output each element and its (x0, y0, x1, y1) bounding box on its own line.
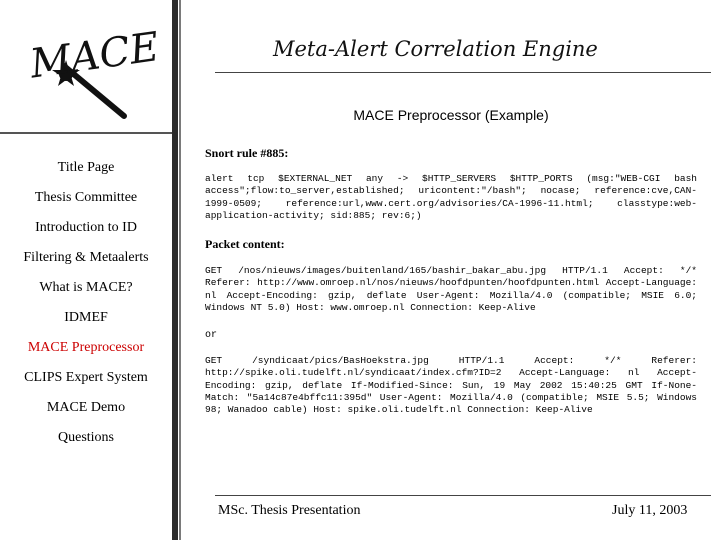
footer-presentation-label: MSc. Thesis Presentation (218, 503, 361, 518)
packet-content-1: GET /nos/nieuws/images/buitenland/165/bashir_bakar_abu.jpg HTTP/1.1 Accept: */* Referer: http://www.omroep.nl/nos/nieuws/hoofdpunten/hoofdpunten.html Accept-Language: nl Accept-Encoding: gzip, deflate User-Agent: Mozilla/4.0 (compatible; MSIE 6.0; Windows NT 5.0) Host: www.omroep.nl Connection: Keep-Alive (205, 265, 697, 313)
footer-date: July 11, 2003 (612, 503, 688, 518)
banner-title-text: Meta-Alert Correlation Engine (273, 37, 598, 61)
snort-rule-label: Snort rule #885: (205, 146, 289, 160)
sidebar-item-clips-expert-system[interactable]: CLIPS Expert System (24, 370, 148, 385)
packet-content-2: GET /syndicaat/pics/BasHoekstra.jpg HTTP/1.1 Accept: */* Referer: http://spike.oli.tudelft.nl/syndicaat/index.cfm?ID=2 Accept-Language: nl Accept-Encoding: gzip, deflate If-Modified-Since: Sun, 19 May 2002 15:40:25 GMT If-None-Match: "5a14c87e4bffc11:395d" User-Agent: Mozilla/4.0 (compatible; MSIE 5.5; Windows 98; Wanadoo cable) Host: spike.oli.tudelft.nl Connection: Keep-Alive (205, 355, 697, 416)
header-divider (215, 72, 711, 73)
sidebar-item-mace-preprocessor[interactable]: MACE Preprocessor (27, 340, 145, 355)
or-separator: or (205, 330, 218, 341)
logo-divider (0, 132, 172, 134)
slide-title: MACE Preprocessor (Example) (353, 107, 549, 123)
sidebar-item-questions[interactable]: Questions (58, 430, 114, 445)
packet-content-label: Packet content: (205, 237, 285, 251)
sidebar-item-introduction-to-id[interactable]: Introduction to ID (35, 220, 137, 235)
sidebar-item-what-is-mace[interactable]: What is MACE? (39, 280, 133, 295)
banner-title (265, 30, 605, 70)
snort-rule-text: alert tcp $EXTERNAL_NET any -> $HTTP_SERVERS $HTTP_PORTS (msg:"WEB-CGI bash access";flow:to_server,established; uricontent:"/bash"; nocase; reference:cve,CAN-1999-0509; reference:url,www.cert.org/advisories/CA-1996-11.html; classtype:web-application-activity; sid:885; rev:6;) (205, 173, 697, 221)
sidebar-item-idmef[interactable]: IDMEF (64, 310, 108, 325)
logo-text: MACE (27, 23, 163, 88)
sidebar-item-thesis-committee[interactable]: Thesis Committee (34, 190, 138, 205)
footer-divider (215, 495, 711, 496)
sidebar-item-filtering-metaalerts[interactable]: Filtering & Metaalerts (23, 250, 149, 265)
sidebar-item-title-page[interactable]: Title Page (57, 160, 115, 175)
sidebar-border-shadow (179, 0, 181, 540)
sidebar (0, 0, 172, 540)
sidebar-item-mace-demo[interactable]: MACE Demo (46, 400, 126, 415)
sidebar-border (172, 0, 178, 540)
mace-logo (6, 8, 166, 126)
